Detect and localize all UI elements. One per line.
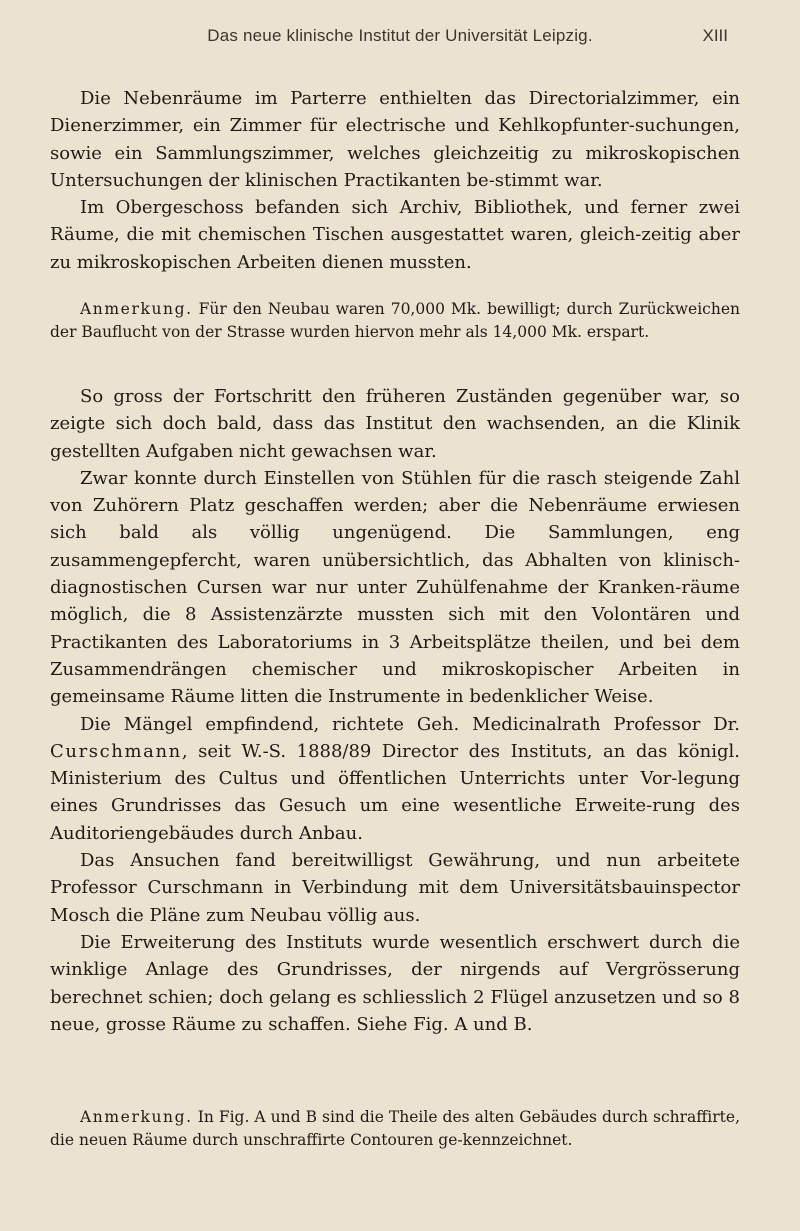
text-block-main xyxy=(50,383,740,1038)
running-title: Das neue klinische Institut der Universität Leipzig. xyxy=(207,26,593,45)
paragraph-nebenraeume: Die Nebenräume im Parterre enthielten das Directorialzimmer, ein Dienerzimmer, ein Zimmer für electrische und Kehlkopfunter-suchungen, sowie ein Sammlungszimmer, welches gleichzeitig zu mikroskopischen Untersuchungen der klinischen Practikanten be-stimmt war. xyxy=(50,88,740,191)
running-header xyxy=(0,8,800,52)
note-neubau xyxy=(50,298,740,344)
maengel-text-start: Die Mängel empfindend, richtete Geh. Medicinalrath Professor Dr. xyxy=(80,713,740,735)
note-label: Anmerkung. xyxy=(80,1108,193,1126)
paragraph-ansuchen: Das Ansuchen fand bereitwilligst Gewährung, und nun arbeitete Professor Curschmann in Verbindung mit dem Universitätsbauinspector Mosch die Pläne zum Neubau völlig aus. xyxy=(50,850,740,926)
footnote-block-1 xyxy=(50,298,740,344)
note-text: Für den Neubau waren 70,000 Mk. bewilligt; durch Zurückweichen der Bauflucht von der Strasse wurden hiervon mehr als 14,000 Mk. erspart. xyxy=(50,300,740,341)
paragraph-obergeschoss: Im Obergeschoss befanden sich Archiv, Bibliothek, und ferner zwei Räume, die mit chemischen Tischen ausgestattet waren, gleich-zeitig aber zu mikroskopischen Arbeiten dienen mussten. xyxy=(50,197,740,273)
paragraph-fortschritt: So gross der Fortschritt den früheren Zuständen gegenüber war, so zeigte sich doch bald, dass das Institut den wachsenden, an die Klinik gestellten Aufgaben nicht gewachsen war. xyxy=(50,386,740,462)
paragraph-maengel xyxy=(50,711,740,847)
person-name: Curschmann xyxy=(50,740,182,762)
footnote-block-2 xyxy=(50,1106,740,1152)
note-figures xyxy=(50,1106,740,1152)
note-label: Anmerkung. xyxy=(80,300,193,318)
note-text: In Fig. A und B sind die Theile des alten Gebäudes durch schraffirte, die neuen Räume durch unschraffirte Contouren ge-kennzeichnet. xyxy=(50,1108,740,1149)
paragraph-erweiterung: Die Erweiterung des Instituts wurde wesentlich erschwert durch die winklige Anlage des Grundrisses, der nirgends auf Vergrösserung berechnet schien; doch gelang es schliesslich 2 Flügel anzusetzen und so 8 neue, grosse Räume zu schaffen. Siehe Fig. A und B. xyxy=(50,931,740,1035)
page-number: XIII xyxy=(702,26,728,45)
text-block-rooms xyxy=(50,85,740,276)
paragraph-nebenraeume-ungenuegend: Zwar konnte durch Einstellen von Stühlen für die rasch steigende Zahl von Zuhörern Platz geschaffen werden; aber die Nebenräume erwiesen sich bald als völlig ungenügend. Die Sammlungen, eng zusammengepfercht, waren unübersichtlich, das Abhalten von klinisch-diagnostischen Cursen war nur unter Zuhülfenahme der Kranken-räume möglich, die 8 Assistenzärzte mussten sich mit den Volontären und Practikanten des Laboratoriums in 3 Arbeitsplätze theilen, und bei dem Zusammendrängen chemischer und mikroskopischer Arbeiten in gemeinsame Räume litten die Instrumente in bedenklicher Weise. xyxy=(50,467,740,708)
maengel-text-end: , seit W.-S. 1888/89 Director des Instituts, an das königl. Ministerium des Cultus und öffentlichen Unterrichts unter Vor-legung eines Grundrisses das Gesuch um eine wesentliche Erweite-rung des Auditoriengebäudes durch Anbau. xyxy=(50,740,740,844)
